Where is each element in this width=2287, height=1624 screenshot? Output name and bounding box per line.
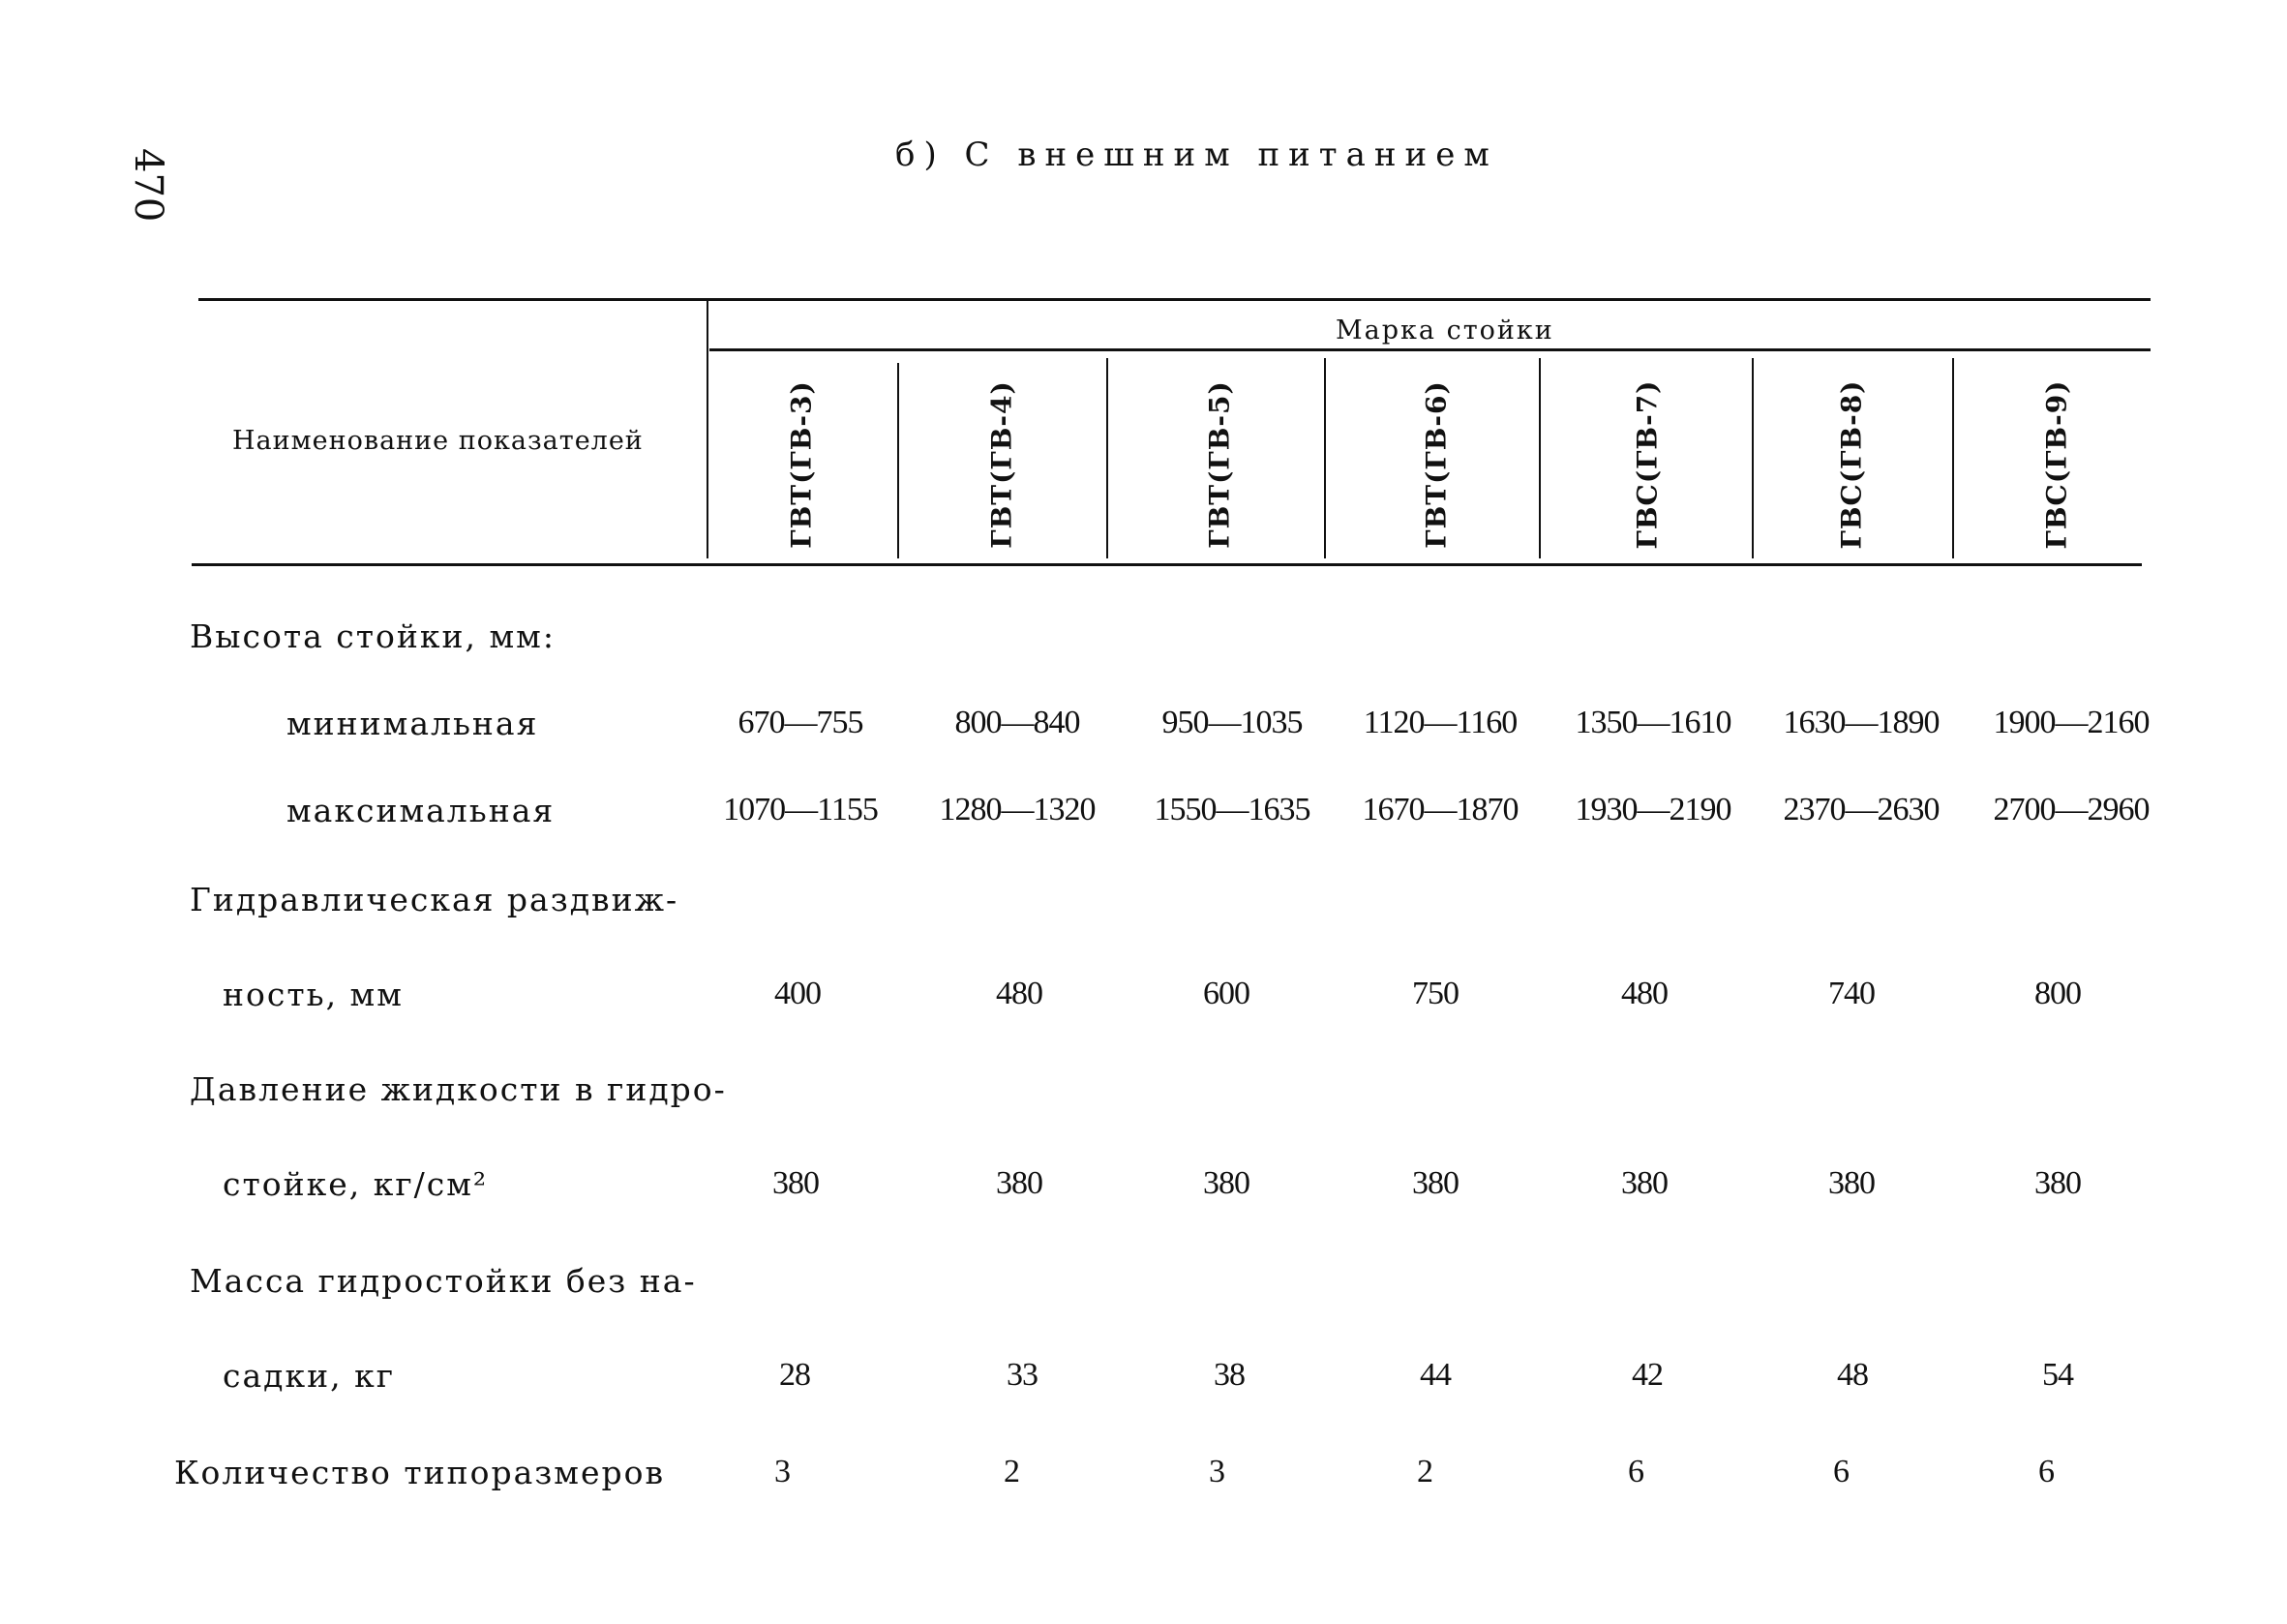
group-header: Марка стойки (1336, 316, 1554, 346)
row-label: минимальная (286, 705, 539, 742)
table-cell: 1280—1320 (939, 792, 1096, 827)
table-cell: 44 (1420, 1357, 1451, 1393)
column-header: ГВТ(ГВ-3) (785, 380, 818, 549)
table-cell: 6 (1833, 1454, 1849, 1489)
row-label: максимальная (286, 792, 556, 829)
table-cell: 380 (2034, 1165, 2081, 1201)
row-label: Количество типоразмеров (174, 1454, 666, 1491)
row-label: Давление жидкости в гидро- (190, 1070, 727, 1108)
table-cell: 28 (779, 1357, 810, 1393)
table-cell: 6 (1628, 1454, 1643, 1489)
table-cell: 6 (2038, 1454, 2054, 1489)
table-cell: 1900—2160 (1993, 705, 2150, 740)
table-cell: 380 (1203, 1165, 1249, 1201)
row-label: Гидравлическая раздвиж- (190, 881, 679, 918)
table-cell: 740 (1828, 976, 1875, 1011)
row-label: Высота стойки, мм: (190, 617, 556, 655)
page-number: 470 (126, 148, 170, 223)
column-header: ГВС(ГВ-8) (1835, 379, 1868, 550)
column-header: ГВТ(ГВ-4) (985, 380, 1018, 549)
column-header: ГВС(ГВ-9) (2040, 379, 2073, 550)
table-cell: 42 (1632, 1357, 1663, 1393)
table-cell: 2 (1004, 1454, 1019, 1489)
table-cell: 480 (1621, 976, 1668, 1011)
table-cell: 2370—2630 (1783, 792, 1940, 827)
param-column-header: Наименование показателей (232, 426, 644, 456)
column-divider (1324, 358, 1326, 558)
table-cell: 3 (774, 1454, 790, 1489)
table-cell: 1550—1635 (1154, 792, 1310, 827)
table-cell: 380 (1621, 1165, 1668, 1201)
table-cell: 48 (1837, 1357, 1868, 1393)
table-cell: 380 (1412, 1165, 1459, 1201)
table-cell: 1630—1890 (1783, 705, 1940, 740)
table-cell: 950—1035 (1161, 705, 1303, 740)
table-top-rule (198, 298, 2151, 301)
column-divider (1106, 358, 1108, 558)
table-cell: 33 (1007, 1357, 1038, 1393)
table-cell: 400 (774, 976, 821, 1011)
table-cell: 38 (1214, 1357, 1245, 1393)
table-cell: 1120—1160 (1363, 705, 1518, 740)
table-cell: 800—840 (954, 705, 1080, 740)
table-cell: 600 (1203, 976, 1249, 1011)
table-cell: 800 (2034, 976, 2081, 1011)
section-heading: б) С внешним питанием (895, 135, 1498, 174)
row-label: садки, кг (223, 1357, 395, 1395)
table-cell: 2700—2960 (1993, 792, 2150, 827)
column-divider (1539, 358, 1541, 558)
column-header: ГВТ(ГВ-5) (1203, 380, 1236, 549)
table-cell: 380 (1828, 1165, 1875, 1201)
table-cell: 2 (1417, 1454, 1432, 1489)
table-cell: 1070—1155 (723, 792, 878, 827)
table-cell: 480 (996, 976, 1042, 1011)
table-cell: 54 (2042, 1357, 2073, 1393)
row-label: стойке, кг/см² (223, 1165, 489, 1203)
table-cell: 380 (996, 1165, 1042, 1201)
table-cell: 670—755 (737, 705, 863, 740)
table-cell: 1350—1610 (1575, 705, 1731, 740)
table-cell: 1670—1870 (1362, 792, 1519, 827)
row-label: ность, мм (223, 976, 404, 1013)
table-cell: 380 (772, 1165, 819, 1201)
table-cell: 750 (1412, 976, 1459, 1011)
column-header: ГВС(ГВ-7) (1631, 379, 1664, 550)
row-label: Масса гидростойки без на- (190, 1262, 697, 1300)
table-cell: 3 (1209, 1454, 1224, 1489)
column-header: ГВТ(ГВ-6) (1420, 380, 1453, 549)
table-cell: 1930—2190 (1575, 792, 1731, 827)
